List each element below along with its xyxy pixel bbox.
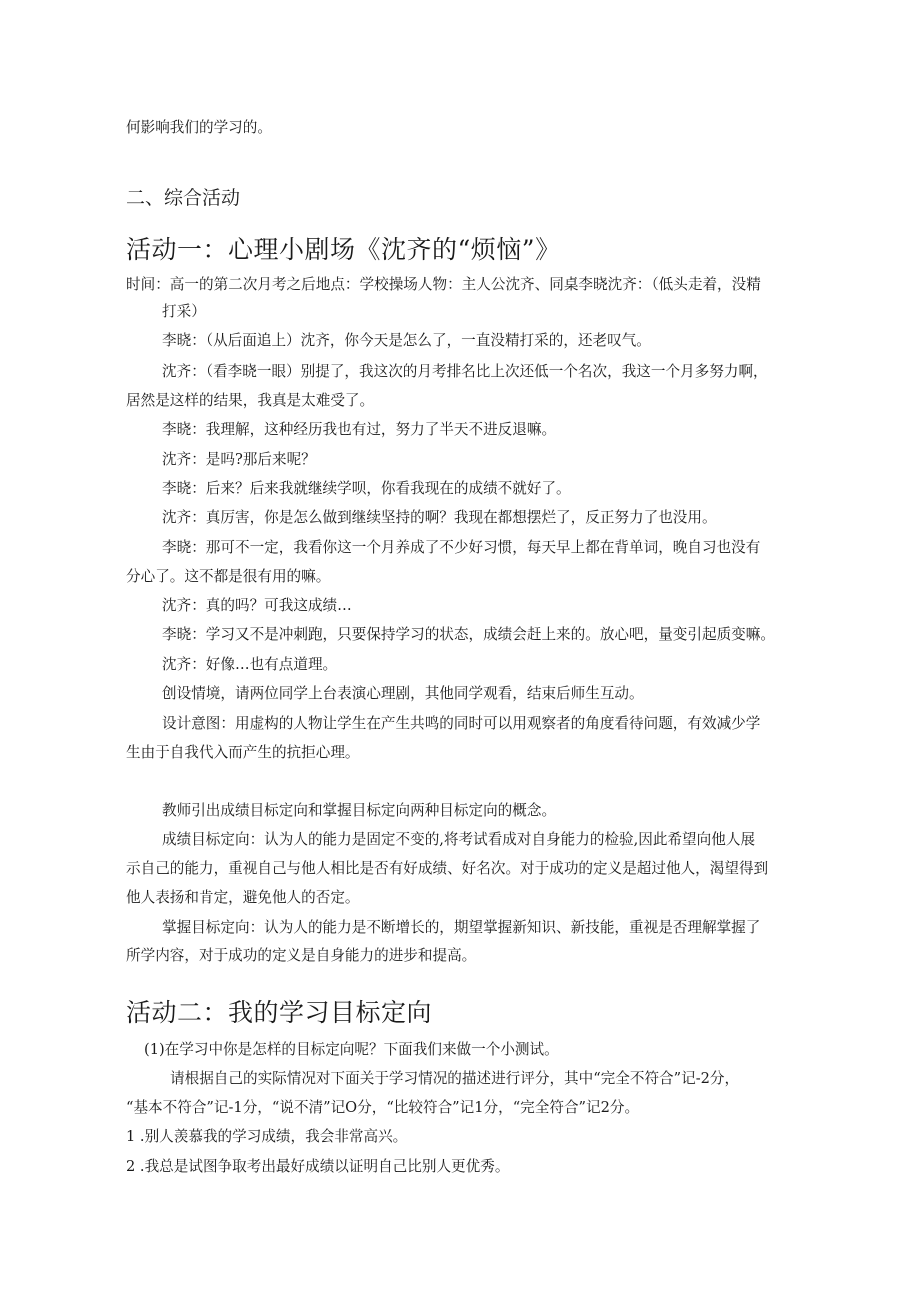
text-line: 李晓：学习又不是冲刺跑，只要保持学习的状态，成绩会赶上来的。放心吧，量变引起质变嘛。: [162, 626, 775, 643]
text-line: 生由于自我代入而产生的抗拒心理。: [126, 744, 360, 761]
activity-two-title: 活动二：我的学习目标定向: [126, 998, 433, 1027]
text-line: 他人表扬和肯定，避免他人的否定。: [126, 889, 360, 906]
text-line: 李晓：那可不一定，我看你这一个月养成了不少好习惯，每天早上都在背单词，晚自习也没有: [162, 539, 761, 556]
text-line: 沈齐：（看李晓一眼）别提了，我这次的月考排名比上次还低一个名次，我这一个月多努力啊，: [162, 363, 768, 380]
text-line: 教师引出成绩目标定向和掌握目标定向两种目标定向的概念。: [162, 802, 557, 819]
text-line: 李晓：我理解，这种经历我也有过，努力了半天不进反退嘛。: [162, 421, 557, 438]
text-line: 李晓：后来？后来我就继续学呗，你看我现在的成绩不就好了。: [162, 480, 571, 497]
text-line: 分心了。这不都是很有用的嘛。: [126, 568, 331, 585]
text-line: 沈齐：是吗?那后来呢？: [162, 451, 316, 468]
text-line: 请根据自己的实际情况对下面关于学习情况的描述进行评分，其中“完全不符合”记-2分，: [170, 1070, 740, 1087]
text-line: 沈齐：好像…也有点道理。: [162, 656, 338, 673]
text-line: 打采）: [162, 303, 206, 320]
text-line: 居然是这样的结果，我真是太难受了。: [126, 392, 375, 409]
text-line: 何影响我们的学习的。: [126, 119, 272, 136]
activity-one-title: 活动一：心理小剧场《沈齐的“烦恼”》: [126, 235, 561, 264]
text-line: 设计意图：用虚构的人物让学生在产生共鸣的同时可以用观察者的角度看待问题，有效减少学: [162, 715, 761, 732]
text-line: “基本不符合”记-1分，“说不清”记O分，“比较符合”记1分，“完全符合”记2分。: [126, 1099, 640, 1116]
text-line: 沈齐：真厉害，你是怎么做到继续坚持的啊？我现在都想摆烂了，反正努力了也没用。: [162, 509, 717, 526]
list-item: 2 .我总是试图争取考出最好成绩以证明自己比别人更优秀。: [126, 1158, 510, 1175]
text-line: 时间：高一的第二次月考之后地点：学校操场人物：主人公沈齐、同桌李晓沈齐：（低头走着，没精: [126, 276, 761, 293]
text-line: 掌握目标定向：认为人的能力是不断增长的，期望掌握新知识、新技能，重视是否理解掌握了: [162, 919, 761, 936]
text-line: 示自己的能力，重视自己与他人相比是否有好成绩、好名次。对于成功的定义是超过他人，渴望得到: [126, 860, 769, 877]
text-line: 创设情境，请两位同学上台表演心理剧，其他同学观看，结束后师生互动。: [162, 685, 644, 702]
section-heading: 二、综合活动: [126, 187, 241, 209]
list-item: 1 .别人羡慕我的学习成绩，我会非常高兴。: [126, 1128, 408, 1145]
text-line: 成绩目标定向：认为人的能力是固定不变的,将考试看成对自身能力的检验,因此希望向他人展: [162, 831, 756, 848]
text-line: 李晓：（从后面追上）沈齐，你今天是怎么了，一直没精打采的，还老叹气。: [162, 332, 651, 349]
text-line: 沈齐：真的吗？可我这成绩…: [162, 597, 352, 614]
text-line: (1)在学习中你是怎样的目标定向呢？下面我们来做一个小测试。: [144, 1041, 559, 1058]
text-line: 所学内容，对于成功的定义是自身能力的进步和提高。: [126, 947, 477, 964]
